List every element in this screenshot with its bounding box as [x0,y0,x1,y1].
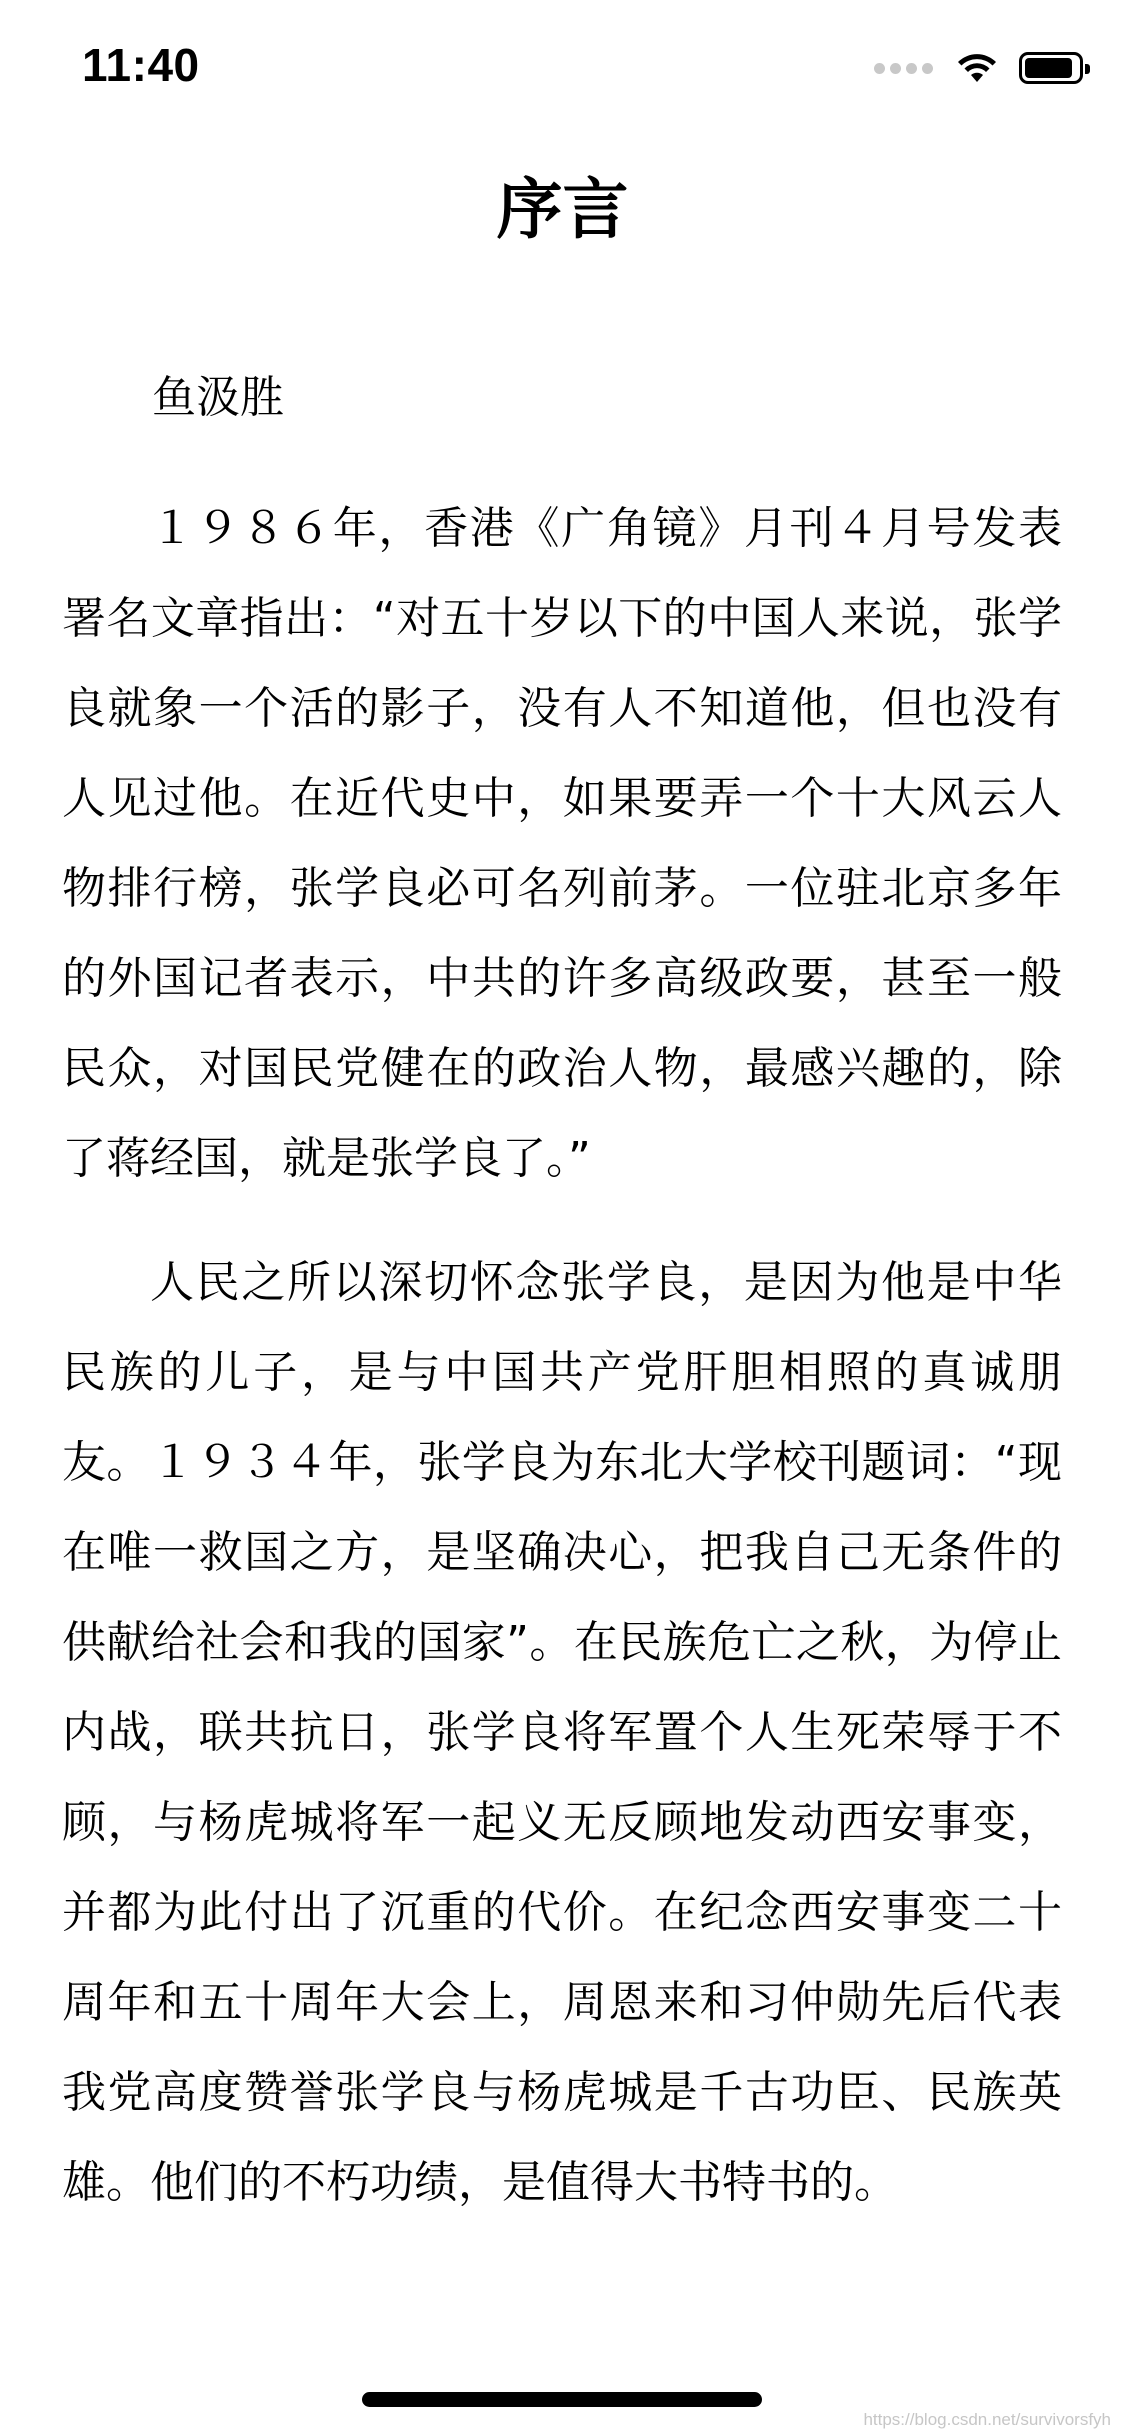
article-paragraph: １９８６年，香港《广角镜》月刊４月号发表署名文章指出：“对五十岁以下的中国人来说，张学良就象一个活的影子，没有人不知道他，但也没有人见过他。在近代史中，如果要弄一个十大风云人物排行榜，张学良必可名列前茅。一位驻北京多年的外国记者表示，中共的许多高级政要，甚至一般民众，对国民党健在的政治人物，最感兴趣的，除了蒋经国，就是张学良了。” [62,503,1062,1184]
author-name: 鱼汲胜 [152,372,284,423]
status-time: 11:40 [82,39,200,91]
status-indicators [869,48,1083,88]
battery-level [1025,58,1072,78]
home-indicator[interactable] [362,2392,762,2407]
wifi-icon [955,51,999,85]
signal-dots-icon [869,63,933,74]
article-body [62,352,1062,2262]
page-title: 序言 [496,171,629,248]
watermark-text: https://blog.csdn.net/survivorsfyh [863,2410,1111,2429]
status-bar [0,0,1125,132]
battery-icon [1019,52,1083,84]
article-paragraph: 人民之所以深切怀念张学良，是因为他是中华民族的儿子，是与中国共产党肝胆相照的真诚朋友。１９３４年，张学良为东北大学校刊题词：“现在唯一救国之方，是坚确决心，把我自己无条件的供献给社会和我的国家”。在民族危亡之秋，为停止内战，联共抗日，张学良将军置个人生死荣辱于不顾，与杨虎城将军一起义无反顾地发动西安事变，并都为此付出了沉重的代价。在纪念西安事变二十周年和五十周年大会上，周恩来和习仲勋先后代表我党高度赞誉张学良与杨虎城是千古功臣、民族英雄。他们的不朽功绩，是值得大书特书的。 [62,1257,1062,2208]
